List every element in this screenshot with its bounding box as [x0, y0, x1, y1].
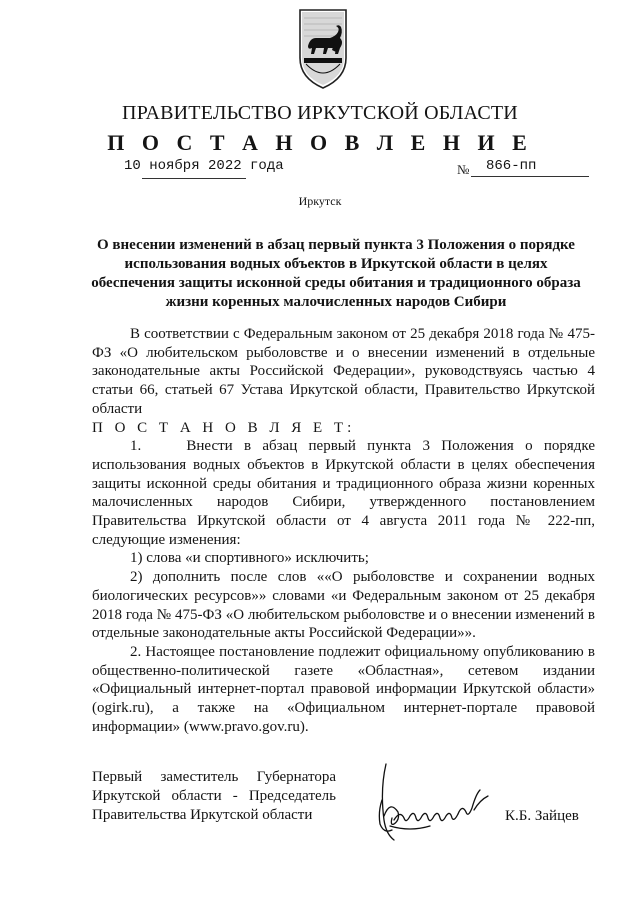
document-title — [86, 236, 586, 312]
position-line: Правительства Иркутской области — [92, 807, 313, 823]
city: Иркутск — [298, 194, 342, 208]
coat-of-arms-icon — [296, 8, 350, 90]
resolves-heading: П О С Т А Н О В Л Я Е Т: — [92, 419, 356, 436]
item-2-paragraph: 2. Настоящее постановление подлежит официальному опубликованию в общественно-политической газете «Областная», сетевом издании «Официальный интернет-портал правовой информации Иркутской области» (ogirk.ru), а также на «Официальном интернет-портале правовой информации» (www.pravo.gov.ru). — [92, 643, 595, 735]
preamble-paragraph: В соответствии с Федеральным законом от 25 декабря 2018 года № 475-ФЗ «О любительском рыболовстве и о внесении изменений в отдельные законодательные акты Российской Федерации», руководствуясь частью 4 статьи 66, статьей 67 Устава Иркутской области, Правительство Иркутской области — [92, 326, 595, 417]
position-line: Иркутской области - Председатель — [92, 788, 336, 804]
item-1-paragraph: 1. Внести в абзац первый пункта 3 Положения о порядке использования водных объектов в Иркутской области в целях обеспечения защиты исконной среды обитания и традиционного образа жизни коренных малочисленных народов Сибири, утвержденного постановлением Правительства Иркутской области от 4 августа 2011 года № 222-пп, следующие изменения: — [92, 438, 595, 548]
item-1-1-paragraph: 1) слова «и спортивного» исключить; — [130, 550, 369, 567]
signatory-name: К.Б. Зайцев — [505, 808, 579, 824]
number-underline — [471, 176, 589, 177]
number-sign: № — [457, 162, 470, 177]
document-date: 10 ноября 2022 года — [124, 158, 284, 174]
document-number: 866-пп — [486, 158, 537, 174]
government-name: ПРАВИТЕЛЬСТВО ИРКУТСКОЙ ОБЛАСТИ — [122, 102, 518, 124]
handwritten-signature — [370, 760, 500, 846]
title-line: использования водных объектов в Иркутской области в целях — [124, 256, 548, 272]
title-line: жизни коренных малочисленных народов Сибири — [165, 294, 507, 310]
document-body — [92, 325, 595, 736]
title-line: обеспечения защиты исконной среды обитания и традиционного образа — [91, 275, 581, 291]
title-line: О внесении изменений в абзац первый пункта 3 Положения о порядке — [97, 237, 575, 253]
position-line: Первый заместитель Губернатора — [92, 769, 336, 785]
document-type: П О С Т А Н О В Л Е Н И Е — [107, 130, 533, 155]
signatory-position — [92, 768, 336, 825]
date-underline — [142, 178, 246, 179]
item-1-2-paragraph: 2) дополнить после слов ««О рыболовстве и сохранении водных биологических ресурсов»» словами «и Федеральным законом от 25 декабря 2018 года № 475-ФЗ «О любительском рыболовстве и о внесении изменений в отдельные законодательные акты Российской Федерации»». — [92, 569, 595, 642]
